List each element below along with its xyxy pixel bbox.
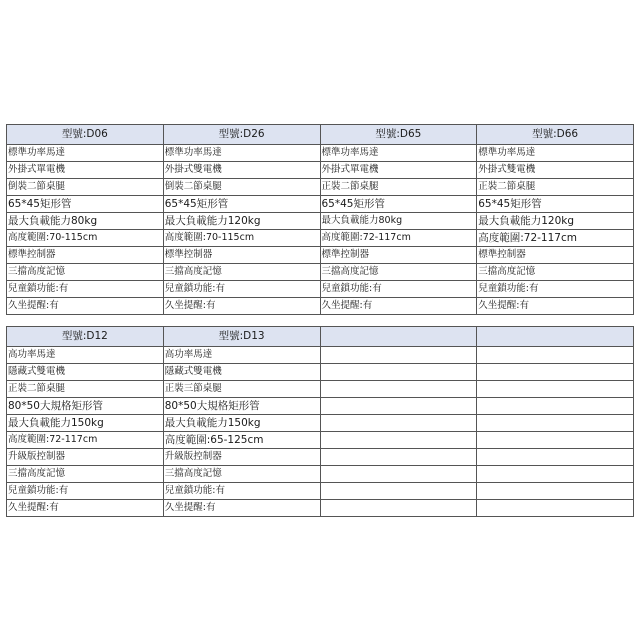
spec-cell: 外掛式雙電機 <box>477 162 634 179</box>
spec-cell: 升級版控制器 <box>163 449 320 466</box>
spec-cell: 高度範圍:70-115cm <box>163 230 320 247</box>
spec-cell: 外掛式單電機 <box>7 162 164 179</box>
spec-row <box>7 247 634 264</box>
spec-cell <box>477 364 634 381</box>
spec-row <box>7 145 634 162</box>
spec-row <box>7 196 634 213</box>
spec-cell: 高度範圍:65-125cm <box>163 432 320 449</box>
header-row <box>7 125 634 145</box>
model-header-cell: 型號:D26 <box>163 125 320 145</box>
spec-cell: 標準功率馬達 <box>320 145 477 162</box>
spec-cell: 三擋高度記憶 <box>7 466 164 483</box>
spec-row <box>7 381 634 398</box>
spec-cell: 久坐提醒:有 <box>7 500 164 517</box>
spec-cell: 最大負載能力120kg <box>477 213 634 230</box>
spec-cell: 正裝二節桌腿 <box>320 179 477 196</box>
spec-cell <box>320 449 477 466</box>
header-row <box>7 327 634 347</box>
spec-cell: 三擋高度記憶 <box>7 264 164 281</box>
spec-cell <box>477 398 634 415</box>
spec-cell: 高度範圍:72-117cm <box>477 230 634 247</box>
spec-cell: 三擋高度記憶 <box>163 466 320 483</box>
spec-cell: 兒童鎖功能:有 <box>163 281 320 298</box>
spec-cell: 兒童鎖功能:有 <box>163 483 320 500</box>
spec-cell: 標準控制器 <box>320 247 477 264</box>
spec-row <box>7 398 634 415</box>
spec-cell <box>320 466 477 483</box>
spec-cell: 兒童鎖功能:有 <box>320 281 477 298</box>
spec-cell: 65*45矩形管 <box>163 196 320 213</box>
spec-row <box>7 483 634 500</box>
spec-row <box>7 347 634 364</box>
spec-cell: 久坐提醒:有 <box>477 298 634 315</box>
model-header-cell <box>320 327 477 347</box>
spec-cell: 外掛式單電機 <box>320 162 477 179</box>
spec-cell: 高度範圍:72-117cm <box>7 432 164 449</box>
spec-row <box>7 179 634 196</box>
spec-cell: 久坐提醒:有 <box>7 298 164 315</box>
spec-cell <box>477 347 634 364</box>
spec-cell: 三擋高度記憶 <box>477 264 634 281</box>
model-header-cell <box>477 327 634 347</box>
spec-cell <box>320 364 477 381</box>
spec-cell: 高功率馬達 <box>7 347 164 364</box>
spec-row <box>7 213 634 230</box>
spec-cell: 標準控制器 <box>477 247 634 264</box>
spec-row <box>7 500 634 517</box>
spec-cell: 80*50大規格矩形管 <box>163 398 320 415</box>
spec-cell: 最大負載能力80kg <box>320 213 477 230</box>
spec-cell: 標準功率馬達 <box>477 145 634 162</box>
spec-cell <box>477 415 634 432</box>
spec-row <box>7 230 634 247</box>
spec-row <box>7 298 634 315</box>
spec-table-1 <box>6 124 634 315</box>
spec-cell: 倒裝二節桌腿 <box>7 179 164 196</box>
spec-cell <box>477 381 634 398</box>
model-header-cell: 型號:D66 <box>477 125 634 145</box>
spec-cell <box>320 415 477 432</box>
model-header-cell: 型號:D13 <box>163 327 320 347</box>
spec-cell: 標準控制器 <box>163 247 320 264</box>
model-header-cell: 型號:D06 <box>7 125 164 145</box>
model-header-cell: 型號:D12 <box>7 327 164 347</box>
spec-cell: 最大負載能力120kg <box>163 213 320 230</box>
spec-cell: 最大負載能力150kg <box>163 415 320 432</box>
spec-row <box>7 432 634 449</box>
spec-cell <box>320 381 477 398</box>
spec-row <box>7 466 634 483</box>
spec-cell: 兒童鎖功能:有 <box>477 281 634 298</box>
spec-cell: 最大負載能力150kg <box>7 415 164 432</box>
spec-cell: 隱藏式雙電機 <box>7 364 164 381</box>
spec-row <box>7 449 634 466</box>
spec-cell: 兒童鎖功能:有 <box>7 483 164 500</box>
spec-cell: 正裝二節桌腿 <box>7 381 164 398</box>
spec-cell <box>320 432 477 449</box>
spec-row <box>7 364 634 381</box>
spec-cell: 65*45矩形管 <box>477 196 634 213</box>
spec-row <box>7 281 634 298</box>
spec-cell: 外掛式雙電機 <box>163 162 320 179</box>
spec-cell: 正裝三節桌腿 <box>163 381 320 398</box>
spec-cell <box>320 398 477 415</box>
spec-cell: 標準功率馬達 <box>7 145 164 162</box>
spec-cell: 三擋高度記憶 <box>163 264 320 281</box>
spec-cell: 升級版控制器 <box>7 449 164 466</box>
spec-cell: 久坐提醒:有 <box>163 500 320 517</box>
spec-cell: 久坐提醒:有 <box>163 298 320 315</box>
spec-cell: 標準功率馬達 <box>163 145 320 162</box>
spec-cell: 最大負載能力80kg <box>7 213 164 230</box>
spec-cell <box>477 449 634 466</box>
spec-cell: 倒裝二節桌腿 <box>163 179 320 196</box>
spec-row <box>7 415 634 432</box>
spec-row <box>7 264 634 281</box>
spec-cell: 65*45矩形管 <box>7 196 164 213</box>
spec-cell: 80*50大規格矩形管 <box>7 398 164 415</box>
spec-cell <box>477 466 634 483</box>
spec-cell <box>477 483 634 500</box>
spec-cell: 久坐提醒:有 <box>320 298 477 315</box>
spec-cell: 65*45矩形管 <box>320 196 477 213</box>
spec-cell: 兒童鎖功能:有 <box>7 281 164 298</box>
spec-cell: 隱藏式雙電機 <box>163 364 320 381</box>
model-header-cell: 型號:D65 <box>320 125 477 145</box>
spec-cell <box>320 483 477 500</box>
spec-cell <box>477 432 634 449</box>
spec-cell <box>477 500 634 517</box>
spec-cell: 三擋高度記憶 <box>320 264 477 281</box>
spec-cell: 高度範圍:70-115cm <box>7 230 164 247</box>
spec-row <box>7 162 634 179</box>
spec-cell: 標準控制器 <box>7 247 164 264</box>
spec-table-2 <box>6 326 634 517</box>
spec-cell: 高度範圍:72-117cm <box>320 230 477 247</box>
spec-cell <box>320 500 477 517</box>
spec-cell <box>320 347 477 364</box>
spec-cell: 高功率馬達 <box>163 347 320 364</box>
spec-cell: 正裝二節桌腿 <box>477 179 634 196</box>
